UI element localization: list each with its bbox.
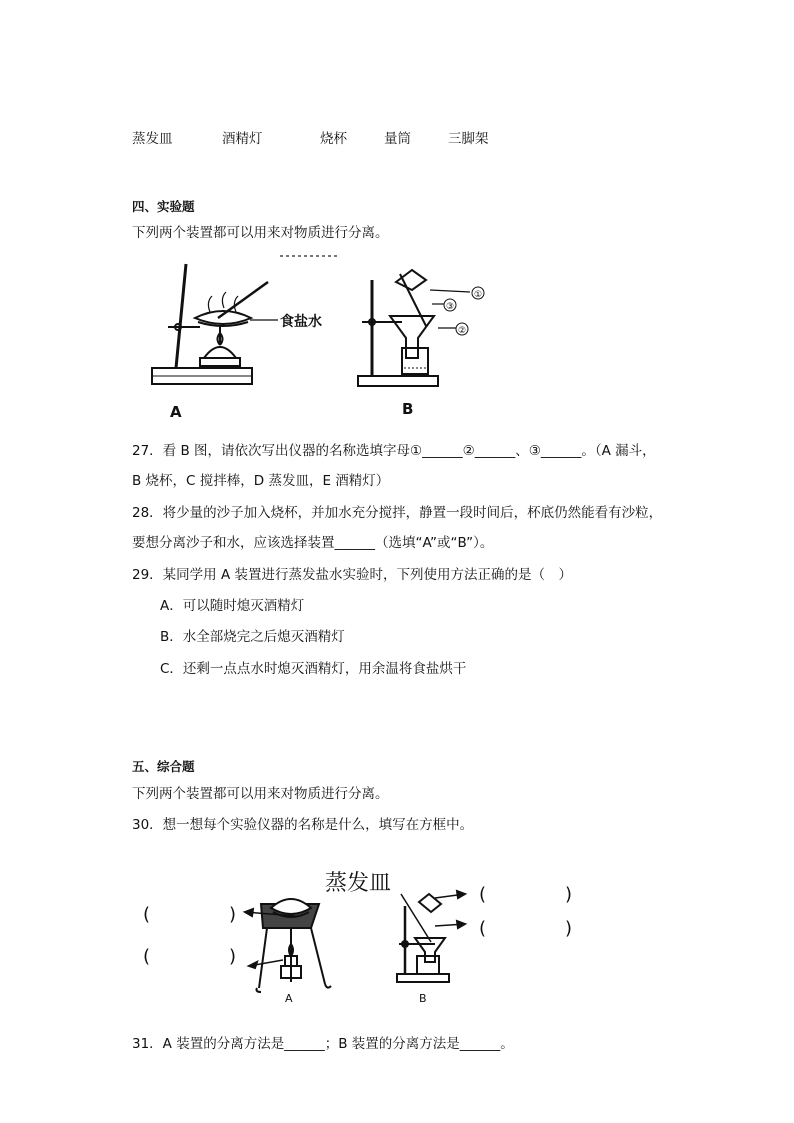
figure-label-a: A <box>170 403 182 421</box>
answer-box-close: ) <box>229 946 237 967</box>
section-intro: 下列两个装置都可以用来对物质进行分离。 <box>132 225 389 241</box>
apparatus-a-tripod-drawing <box>245 899 331 992</box>
apparatus-figure-2 <box>135 858 590 1008</box>
question-29-option-c: C．还剩一点点水时熄灭酒精灯，用余温将食盐烘干 <box>160 661 467 677</box>
question-29-option-b: B．水全部烧完之后熄灭酒精灯 <box>160 629 345 645</box>
apparatus-figure-1 <box>140 252 520 424</box>
question-29-stem: 29．某同学用 A 装置进行蒸发盐水实验时，下列使用方法正确的是（ ） <box>132 567 572 583</box>
question-27-line1: 27．看 B 图，请依次写出仪器的名称选填字母①______②______、③______。（A 漏斗， <box>132 443 656 459</box>
question-31: 31．A 装置的分离方法是______；B 装置的分离方法是______。 <box>132 1036 514 1052</box>
figure-label-b: B <box>419 992 427 1005</box>
question-30: 30．想一想每个实验仪器的名称是什么，填写在方框中。 <box>132 817 474 833</box>
instrument-name: 蒸发皿 <box>132 131 173 147</box>
instrument-name: 酒精灯 <box>222 131 263 147</box>
section-intro: 下列两个装置都可以用来对物质进行分离。 <box>132 786 389 802</box>
callout-2: ② <box>457 326 467 336</box>
section-heading: 五、综合题 <box>132 759 195 774</box>
question-27-line2: B 烧杯，C 搅拌棒，D 蒸发皿，E 酒精灯） <box>132 473 390 489</box>
figure-label-a: A <box>285 992 293 1005</box>
answer-box-open: ( <box>479 884 487 905</box>
figure-label-b: B <box>402 400 414 418</box>
answer-box-close: ) <box>565 918 573 939</box>
salt-water-label: 食盐水 <box>280 314 322 330</box>
answer-box-open: ( <box>143 904 151 925</box>
callout-3: ③ <box>445 302 455 312</box>
apparatus-a-drawing <box>152 264 278 384</box>
apparatus-b-drawing <box>358 270 470 386</box>
instrument-name: 量筒 <box>384 131 411 147</box>
question-28-line1: 28．将少量的沙子加入烧杯，并加水充分搅拌，静置一段时间后，杯底仍然能看有沙粒， <box>132 505 663 521</box>
evaporating-dish-label: 蒸发皿 <box>325 871 392 896</box>
answer-box-close: ) <box>229 904 237 925</box>
instrument-name: 烧杯 <box>320 131 347 147</box>
callout-1: ① <box>473 290 483 300</box>
answer-box-close: ) <box>565 884 573 905</box>
question-28-line2: 要想分离沙子和水，应该选择装置______（选填“A”或“B”）。 <box>132 535 494 551</box>
instrument-name: 三脚架 <box>448 131 489 147</box>
section-heading: 四、实验题 <box>132 199 195 214</box>
answer-box-open: ( <box>479 918 487 939</box>
question-29-option-a: A．可以随时熄灭酒精灯 <box>160 598 305 614</box>
apparatus-b-filter-drawing <box>397 891 465 982</box>
answer-box-open: ( <box>143 946 151 967</box>
